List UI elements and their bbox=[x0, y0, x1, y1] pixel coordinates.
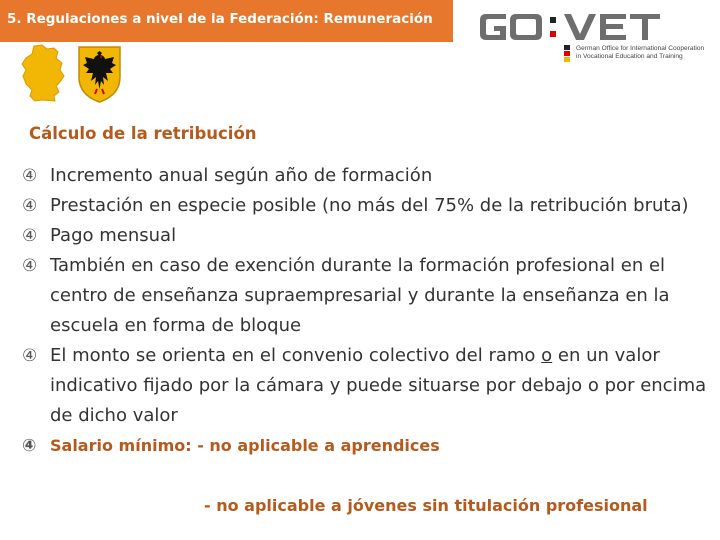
header-bar bbox=[0, 0, 453, 42]
list-item bbox=[22, 191, 712, 221]
minimum-wage-line2: - no aplicable a jóvenes sin titulación profesional bbox=[204, 496, 648, 515]
minimum-wage-item bbox=[22, 431, 712, 461]
list-item bbox=[22, 221, 712, 251]
circled-number-four-icon: ④ bbox=[22, 196, 38, 216]
list-item bbox=[22, 341, 712, 431]
german-eagle-icon bbox=[77, 45, 122, 103]
slide-title: 5. Regulaciones a nivel de la Federación: Remuneración bbox=[7, 11, 433, 27]
list-item bbox=[22, 251, 712, 341]
logo-subtitle bbox=[576, 45, 704, 61]
list-item-text-underlined: o bbox=[541, 345, 553, 366]
minimum-wage-line1: Salario mínimo: - no aplicable a aprendices bbox=[50, 436, 440, 455]
list-item-text: Pago mensual bbox=[50, 225, 177, 246]
list-item-text-post: en un valor indicativo fijado por la cámara y puede situarse por debajo o por encima de dicho valor bbox=[50, 345, 707, 426]
logo-subtitle-line2: in Vocational Education and Training bbox=[576, 53, 683, 60]
list-item-text: Prestación en especie posible (no más del 75% de la retribución bruta) bbox=[50, 195, 689, 216]
list-item bbox=[22, 161, 712, 191]
circled-number-four-icon: ④ bbox=[22, 256, 38, 276]
circled-number-four-icon: ④ bbox=[22, 226, 38, 246]
circled-number-four-icon: ④ bbox=[22, 436, 37, 456]
bullet-list bbox=[22, 161, 712, 461]
logo-subtitle-line1: German Office for International Cooperation bbox=[576, 45, 705, 52]
circled-number-four-icon: ④ bbox=[22, 166, 38, 186]
list-item-text: También en caso de exención durante la formación profesional en el centro de enseñanza supraempresarial y durante la enseñanza en la escuela en forma de bloque bbox=[50, 255, 670, 336]
list-item-text-pre: El monto se orienta en el convenio colectivo del ramo bbox=[50, 345, 542, 366]
section-heading: Cálculo de la retribución bbox=[29, 124, 257, 143]
circled-number-four-icon: ④ bbox=[22, 346, 38, 366]
list-item-text: Incremento anual según año de formación bbox=[50, 165, 433, 186]
govet-logo bbox=[478, 12, 713, 66]
germany-map-icon bbox=[20, 44, 66, 102]
